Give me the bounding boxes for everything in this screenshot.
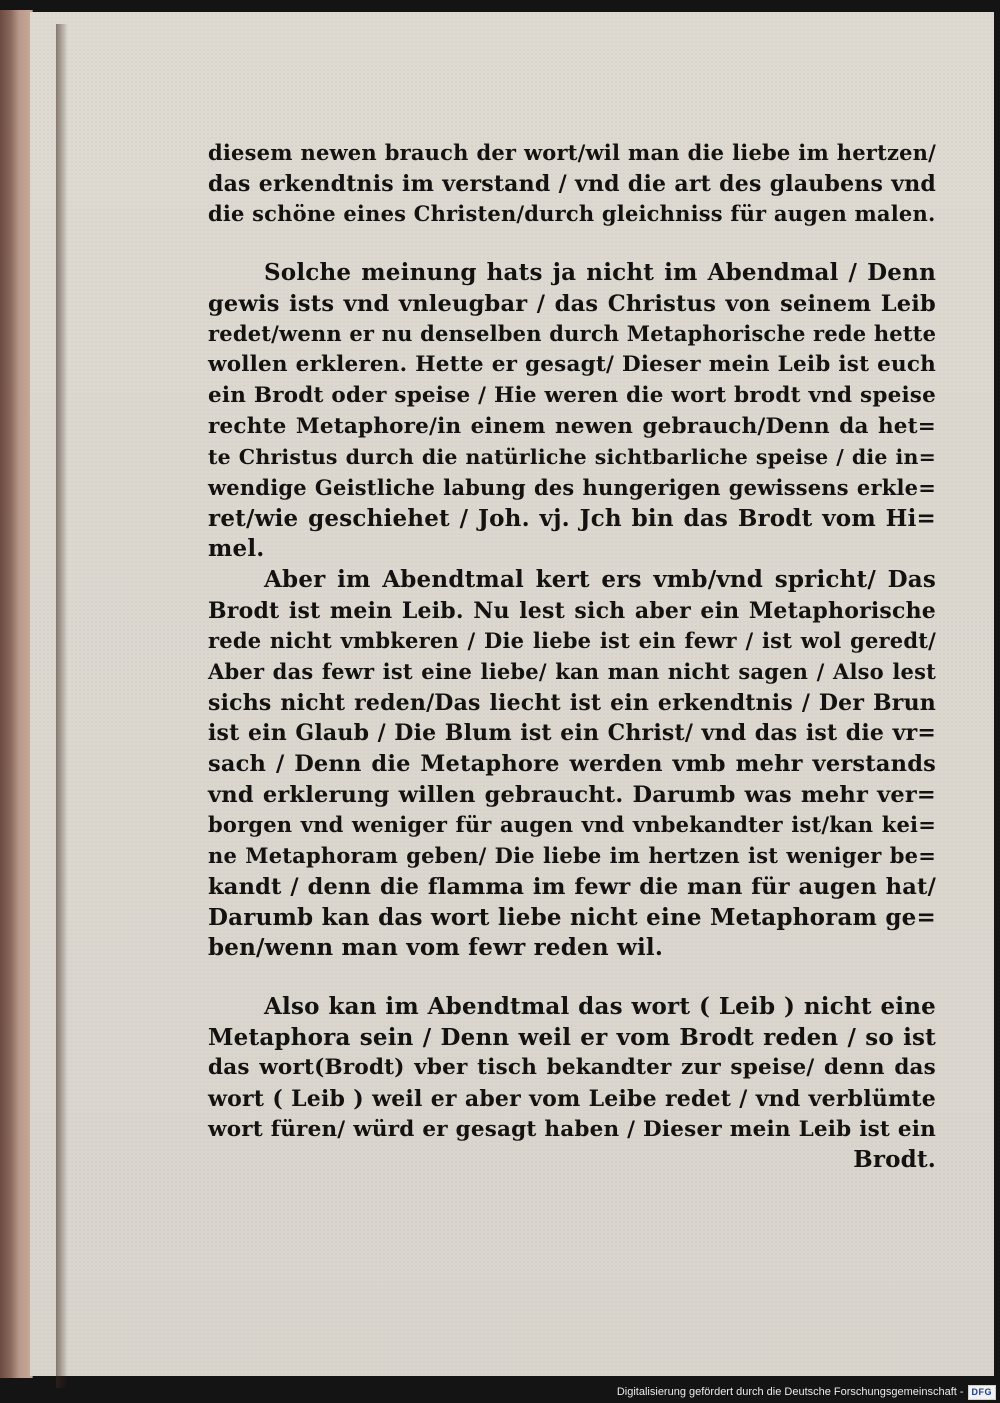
text-line: vnd erklerung willen gebraucht. Darumb was mehr ver= xyxy=(208,781,936,808)
footer-credit-text: Digitalisierung gefördert durch die Deutsche Forschungsgemeinschaft xyxy=(616,1386,957,1398)
paragraph-4 xyxy=(208,992,936,1176)
paragraph-1 xyxy=(208,138,936,230)
text-line: Brodt ist mein Leib. Nu lest sich aber ein Metaphorische xyxy=(208,597,936,624)
text-line: das erkendtnis im verstand / vnd die art des glaubens vnd xyxy=(208,170,936,197)
text-line: ret/wie geschiehet / Joh. vj. Jch bin das Brodt vom Hi= xyxy=(208,504,936,532)
paragraph-3 xyxy=(208,565,936,964)
paragraph-2 xyxy=(208,258,936,565)
text-line: borgen vnd weniger für augen vnd vnbekandter ist/kan kei= xyxy=(208,812,936,838)
text-line: rede nicht vmbkeren / Die liebe ist ein fewr / ist wol geredt/ xyxy=(208,628,936,654)
text-line: Brodt. xyxy=(853,1146,936,1174)
text-line: die schöne eines Christen/durch gleichniss für augen malen. xyxy=(208,201,936,227)
text-line: rechte Metaphore/in einem newen gebrauch/Denn da het= xyxy=(208,413,936,439)
text-line: wort ( Leib ) weil er aber vom Leibe redet / vnd verblümte xyxy=(208,1085,936,1112)
book-edge xyxy=(0,10,33,1378)
text-line: Metaphora sein / Denn weil er vom Brodt reden / so ist xyxy=(208,1023,936,1051)
text-line: ne Metaphoram geben/ Die liebe im hertzen ist weniger be= xyxy=(208,843,936,869)
text-line: kandt / denn die flamma im fewr die man für augen hat/ xyxy=(208,873,936,900)
text-line: ist ein Glaub / Die Blum ist ein Christ/ vnd das ist die vr= xyxy=(208,720,936,747)
text-line: sach / Denn die Metaphore werden vmb mehr verstands xyxy=(208,751,936,778)
text-line: wort füren/ würd er gesagt haben / Dieser mein Leib ist ein xyxy=(208,1116,936,1142)
text-line: te Christus durch die natürliche sichtbarliche speise / die in= xyxy=(208,445,936,470)
text-line: gewis ists vnd vnleugbar / das Christus von seinem Leib xyxy=(208,290,936,317)
dfg-logo: DFG xyxy=(968,1385,997,1400)
text-line: mel. xyxy=(208,535,265,563)
text-line: Aber das fewr ist eine liebe/ kan man nicht sagen / Also lest xyxy=(208,659,936,684)
text-line: Also kan im Abendtmal das wort ( Leib ) nicht eine xyxy=(264,992,936,1020)
text-line: Aber im Abendtmal kert ers vmb/vnd spricht/ Das xyxy=(264,565,936,593)
footer-separator: - xyxy=(959,1386,964,1398)
text-line: ben/wenn man vom fewr reden wil. xyxy=(208,934,664,962)
text-line: wendige Geistliche labung des hungerigen gewissens erkle= xyxy=(208,474,936,500)
text-line: das wort(Brodt) vber tisch bekandter zur speise/ denn das xyxy=(208,1055,936,1081)
paragraph-gap xyxy=(208,230,936,258)
book-page xyxy=(30,12,994,1376)
page-text xyxy=(208,138,936,1176)
text-line: redet/wenn er nu denselben durch Metaphorische rede hette xyxy=(208,321,937,347)
digitization-footer xyxy=(604,1383,996,1401)
text-line: Darumb kan das wort liebe nicht eine Metaphoram ge= xyxy=(208,903,936,931)
text-line: wollen erkleren. Hette er gesagt/ Dieser mein Leib ist euch xyxy=(208,352,936,378)
text-line: ein Brodt oder speise / Hie weren die wort brodt vnd speise xyxy=(208,382,936,408)
text-line: sichs nicht reden/Das liecht ist ein erkendtnis / Der Brun xyxy=(208,689,936,716)
text-line: Solche meinung hats ja nicht im Abendmal / Denn xyxy=(264,259,936,287)
spine-shadow xyxy=(56,24,68,1388)
paragraph-gap xyxy=(208,964,936,992)
text-line: diesem newen brauch der wort/wil man die liebe im hertzen/ xyxy=(208,140,936,165)
